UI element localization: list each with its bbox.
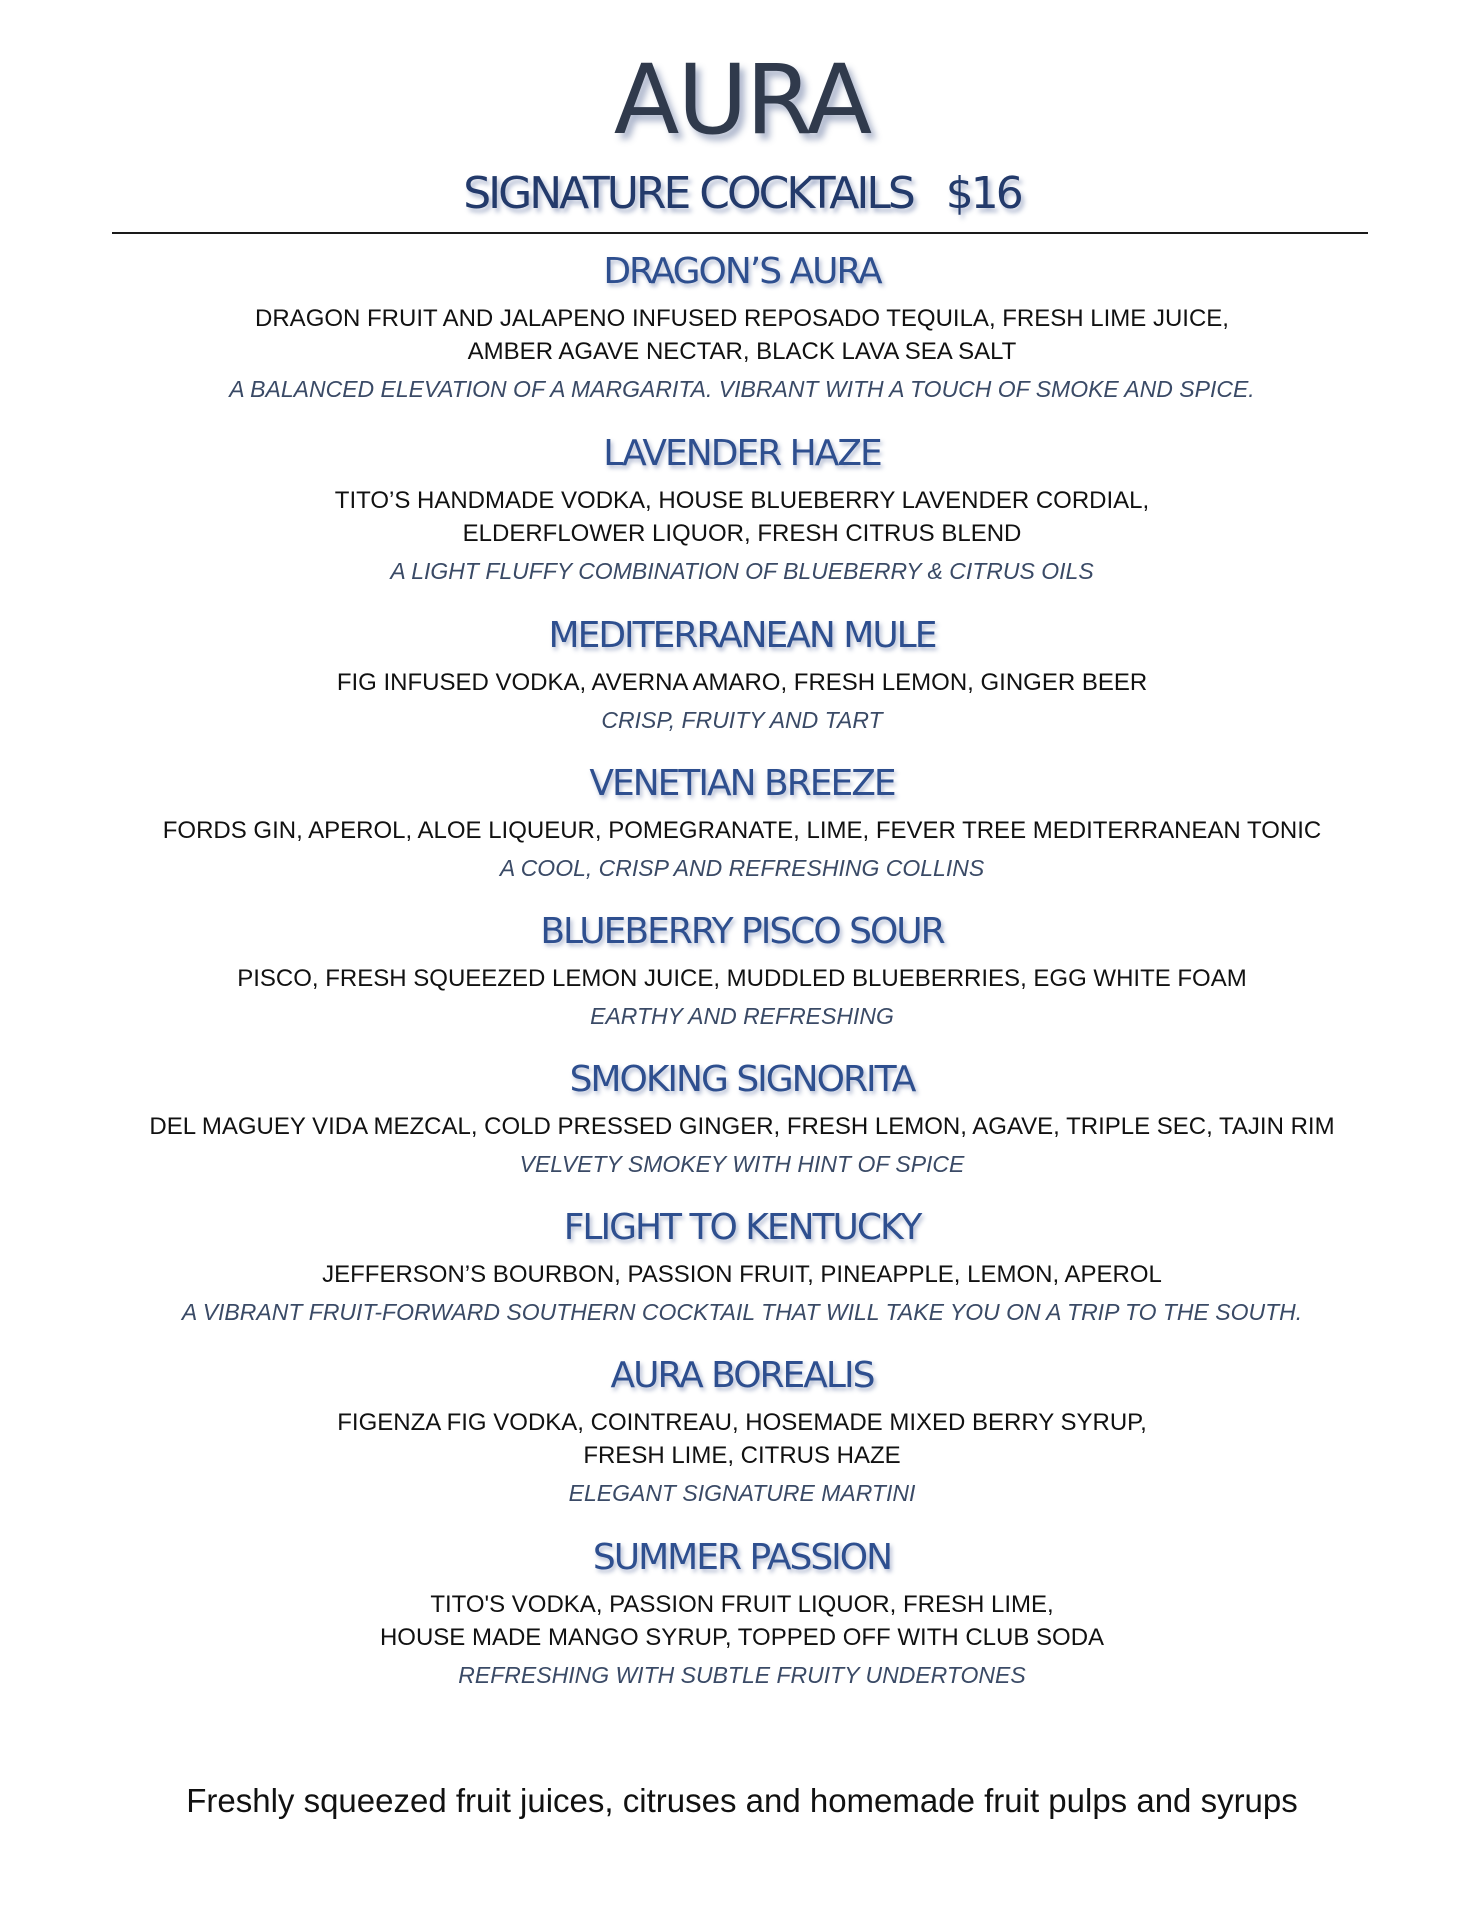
cocktail-ingredients <box>0 302 1484 368</box>
ingredients-line: JEFFERSON’S BOURBON, PASSION FRUIT, PINEAPPLE, LEMON, APEROL <box>322 1261 1162 1288</box>
cocktail-name: AURA BOREALIS <box>610 1355 874 1396</box>
cocktail-description: A LIGHT FLUFFY COMBINATION OF BLUEBERRY & CITRUS OILS <box>390 558 1094 584</box>
cocktail-ingredients <box>0 962 1484 995</box>
ingredients-line: DRAGON FRUIT AND JALAPENO INFUSED REPOSADO TEQUILA, FRESH LIME JUICE, <box>255 305 1229 332</box>
ingredients-line: TITO'S VODKA, PASSION FRUIT LIQUOR, FRESH LIME, <box>430 1591 1054 1618</box>
ingredients-line: FRESH LIME, CITRUS HAZE <box>583 1442 901 1469</box>
cocktail-ingredients <box>0 1258 1484 1291</box>
cocktail-description: CRISP, FRUITY AND TART <box>601 707 883 733</box>
cocktail-name: FLIGHT TO KENTUCKY <box>563 1207 921 1248</box>
cocktail-name: SMOKING SIGNORITA <box>569 1059 915 1100</box>
ingredients-line: FIGENZA FIG VODKA, COINTREAU, HOSEMADE MIXED BERRY SYRUP, <box>337 1409 1147 1436</box>
header-divider <box>112 232 1368 234</box>
cocktail-description: ELEGANT SIGNATURE MARTINI <box>568 1480 916 1506</box>
cocktail-ingredients <box>0 1406 1484 1472</box>
ingredients-line: PISCO, FRESH SQUEEZED LEMON JUICE, MUDDLED BLUEBERRIES, EGG WHITE FOAM <box>237 965 1247 992</box>
cocktail-ingredients <box>0 484 1484 550</box>
cocktail-description: EARTHY AND REFRESHING <box>590 1003 894 1029</box>
brand-logo-text: AURA <box>613 44 871 156</box>
ingredients-line: AMBER AGAVE NECTAR, BLACK LAVA SEA SALT <box>467 338 1017 365</box>
ingredients-line: HOUSE MADE MANGO SYRUP, TOPPED OFF WITH CLUB SODA <box>379 1624 1105 1651</box>
cocktail-name: LAVENDER HAZE <box>603 433 881 474</box>
cocktail-name: MEDITERRANEAN MULE <box>548 615 936 656</box>
cocktail-description: A COOL, CRISP AND REFRESHING COLLINS <box>499 855 985 881</box>
cocktail-name: BLUEBERRY PISCO SOUR <box>540 911 944 952</box>
cocktail-name: VENETIAN BREEZE <box>589 763 895 804</box>
footer-note: Freshly squeezed fruit juices, citruses and homemade fruit pulps and syrups <box>186 1782 1298 1819</box>
cocktail-description: VELVETY SMOKEY WITH HINT OF SPICE <box>519 1151 965 1177</box>
ingredients-line: DEL MAGUEY VIDA MEZCAL, COLD PRESSED GINGER, FRESH LEMON, AGAVE, TRIPLE SEC, TAJIN RIM <box>149 1113 1335 1140</box>
ingredients-line: ELDERFLOWER LIQUOR, FRESH CITRUS BLEND <box>462 520 1022 547</box>
cocktail-description: REFRESHING WITH SUBTLE FRUITY UNDERTONES <box>458 1662 1026 1688</box>
cocktail-ingredients <box>0 1588 1484 1654</box>
cocktail-description: A BALANCED ELEVATION OF A MARGARITA. VIBRANT WITH A TOUCH OF SMOKE AND SPICE. <box>229 376 1255 402</box>
cocktail-ingredients <box>0 666 1484 699</box>
ingredients-line: TITO’S HANDMADE VODKA, HOUSE BLUEBERRY LAVENDER CORDIAL, <box>334 487 1150 514</box>
cocktail-description: A VIBRANT FRUIT-FORWARD SOUTHERN COCKTAIL THAT WILL TAKE YOU ON A TRIP TO THE SOUTH. <box>181 1299 1303 1325</box>
cocktail-ingredients <box>0 814 1484 847</box>
cocktail-name: DRAGON’S AURA <box>603 251 881 292</box>
ingredients-line: FORDS GIN, APEROL, ALOE LIQUEUR, POMEGRANATE, LIME, FEVER TREE MEDITERRANEAN TONIC <box>162 817 1322 844</box>
cocktail-name: SUMMER PASSION <box>592 1537 892 1578</box>
cocktail-ingredients <box>0 1110 1484 1143</box>
section-title: SIGNATURE COCKTAILS $16 <box>463 168 1021 219</box>
ingredients-line: FIG INFUSED VODKA, AVERNA AMARO, FRESH LEMON, GINGER BEER <box>336 669 1148 696</box>
